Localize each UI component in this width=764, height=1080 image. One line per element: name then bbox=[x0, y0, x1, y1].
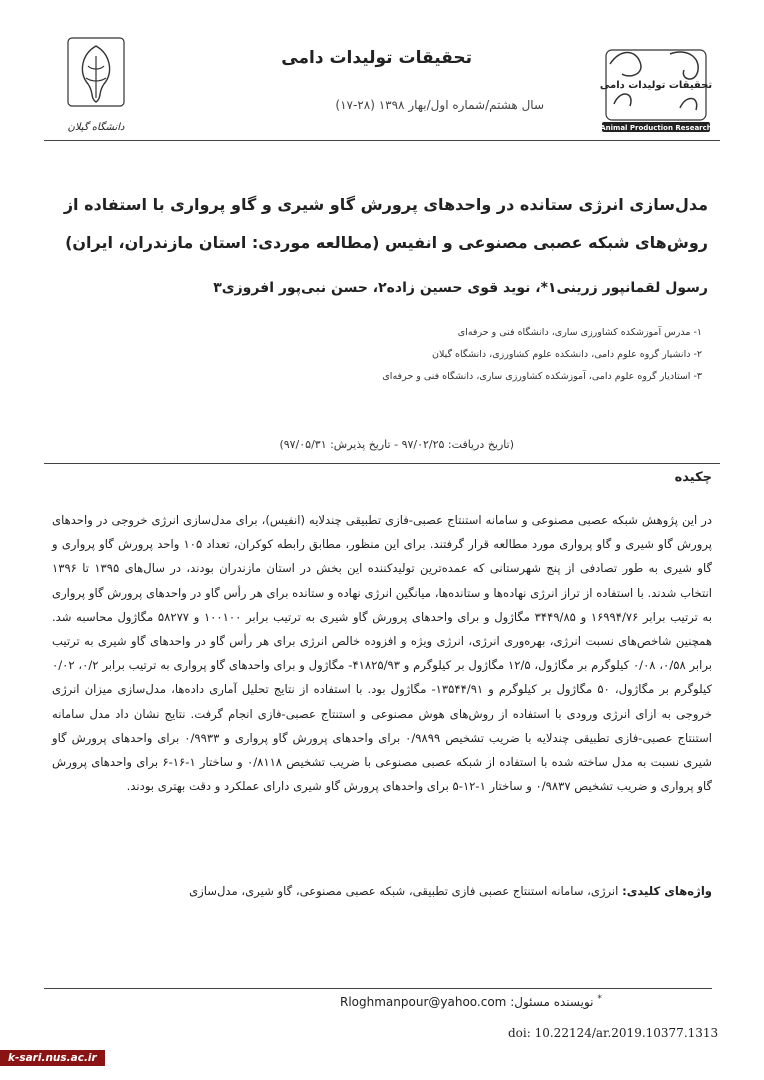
issue-info: سال هشتم/شماره اول/بهار ۱۳۹۸ (۲۸-۱۷) bbox=[335, 98, 544, 112]
footnote-divider bbox=[44, 988, 712, 989]
abstract-heading: چکیده bbox=[674, 470, 712, 485]
doi[interactable]: doi: 10.22124/ar.2019.10377.1313 bbox=[508, 1026, 719, 1040]
abstract-divider bbox=[44, 463, 720, 464]
affiliation-2: ۲- دانشیار گروه علوم دامی، دانشکده علوم کشاورزی، دانشگاه گیلان bbox=[431, 349, 702, 360]
affiliation-1: ۱- مدرس آموزشکده کشاورزی ساری، دانشگاه فنی و حرفه‌ای bbox=[457, 327, 702, 338]
corresponding-mark: * bbox=[597, 994, 602, 1004]
journal-logo bbox=[600, 44, 712, 134]
corresponding-label: نویسنده مسئول: bbox=[510, 995, 594, 1009]
site-watermark: k-sari.nus.ac.ir bbox=[0, 1050, 105, 1066]
affiliation-3: ۳- استادیار گروه علوم دامی، آموزشکده کشاورزی ساری، دانشگاه فنی و حرفه‌ای bbox=[382, 371, 702, 382]
logo-caption: Animal Production Research bbox=[600, 124, 712, 132]
journal-title: تحقیقات تولیدات دامی bbox=[281, 48, 472, 68]
keywords-label: واژه‌های کلیدی: bbox=[622, 884, 712, 898]
corresponding-author bbox=[340, 994, 602, 1009]
journal-header bbox=[44, 36, 720, 144]
submission-dates: (تاریخ دریافت: ۹۷/۰۲/۲۵ - تاریخ پذیرش: ۹۷/۰۵/۳۱) bbox=[279, 438, 514, 451]
affiliations bbox=[300, 322, 702, 388]
abstract-body: در این پژوهش شبکه عصبی مصنوعی و سامانه استنتاج عصبی-فازی تطبیقی چندلایه (انفیس)، برای مدل‌سازی انرژی خروجی در واحدهای پرورش گاو شیری و گاو پرواری مورد مطالعه قرار گرفتند. برای این منظور، مطابق رابطه کوکران، تعداد ۱۰۵ واحد پرورش گاو پرواری و گاو شیری به طور تصادفی از پنج شهرستانی که عمده‌ترین تولیدکننده این بخش در استان مازندران بودند، در سال‌های ۱۳۹۵ تا ۱۳۹۶ انتخاب شدند. با استفاده از تراز انرژی نهاده‌ها و ستانده‌ها، میانگین انرژی نهاده و ستانده برای هر رأس گاو در واحدهای پرورش گاو پرواری به ترتیب برابر ۱۶۹۹۴/۷۶ و ۳۴۴۹/۸۵ مگاژول و برای واحدهای پرورش گاو شیری به ترتیب برابر ۱۰۰۱۰۰ و ۵۸۲۷۷ مگاژول محاسبه شد. همچنین شاخص‌های نسبت انرژی، بهره‌وری انرژی، انرژی ویژه و افزوده خالص انرژی برای هر رأس گاو در واحدهای گاو شیری به ترتیب برابر ۰/۵۸، ۰/۰۸ کیلوگرم بر مگاژول، ۱۲/۵ مگاژول بر کیلوگرم و ۴۱۸۲۵/۹۳- مگاژول و برای واحدهای گاو پرواری به ترتیب برابر ۰/۲، ۰/۰۲ کیلوگرم بر مگاژول، ۵۰ مگاژول بر کیلوگرم و ۱۳۵۴۴/۹۱- مگاژول بود. با استفاده از نتایج تحلیل آماری داده‌ها، مدل‌سازی میزان انرژی خروجی به ازای انرژی ورودی با استفاده از روش‌های هوش مصنوعی و استنتاج عصبی-فازی انجام گرفت. نتایج نشان داد مدل سامانه استنتاج عصبی-فازی تطبیقی چندلایه با ضریب تشخیص ۰/۹۸۹۹ برای واحدهای پرورش گاو پرواری و ۰/۹۹۳۳ برای واحدهای پرورش گاو شیری نسبت به مدل ساخته شده با استفاده از شبکه عصبی مصنوعی با ضریب تشخیص ۰/۸۱۱۸ و ساختار ۱-۱۶-۶ برای واحدهای پرورش گاو پرواری و ضریب تشخیص ۰/۹۸۳۷ و ساختار ۱-۱۲-۵ برای واحدهای پرورش گاو شیری دارای عملکرد و دقت بهتری بودند. bbox=[52, 513, 712, 794]
corresponding-email[interactable]: Rloghmanpour@yahoo.com bbox=[340, 995, 507, 1009]
keywords-list: انرژی، سامانه استنتاج عصبی فازی تطبیقی، شبکه عصبی مصنوعی، گاو شیری، مدل‌سازی bbox=[189, 884, 619, 898]
university-logo bbox=[64, 36, 128, 140]
keywords bbox=[52, 884, 712, 898]
authors: رسول لقمانپور زرینی۱*، نوید قوی حسین زاده۲، حسن نبی‌پور افروزی۳ bbox=[213, 280, 708, 296]
logo-persian-text: تحقیقات تولیدات دامی bbox=[600, 80, 712, 91]
header-divider bbox=[44, 140, 720, 141]
article-title: مدل‌سازی انرژی ستانده در واحدهای پرورش گاو شیری و گاو پرواری با استفاده از روش‌های شبکه عصبی مصنوعی و انفیس (مطالعه موردی: استان مازندران، ایران) bbox=[63, 195, 708, 252]
university-logo-caption: دانشگاه گیلان bbox=[67, 122, 125, 133]
